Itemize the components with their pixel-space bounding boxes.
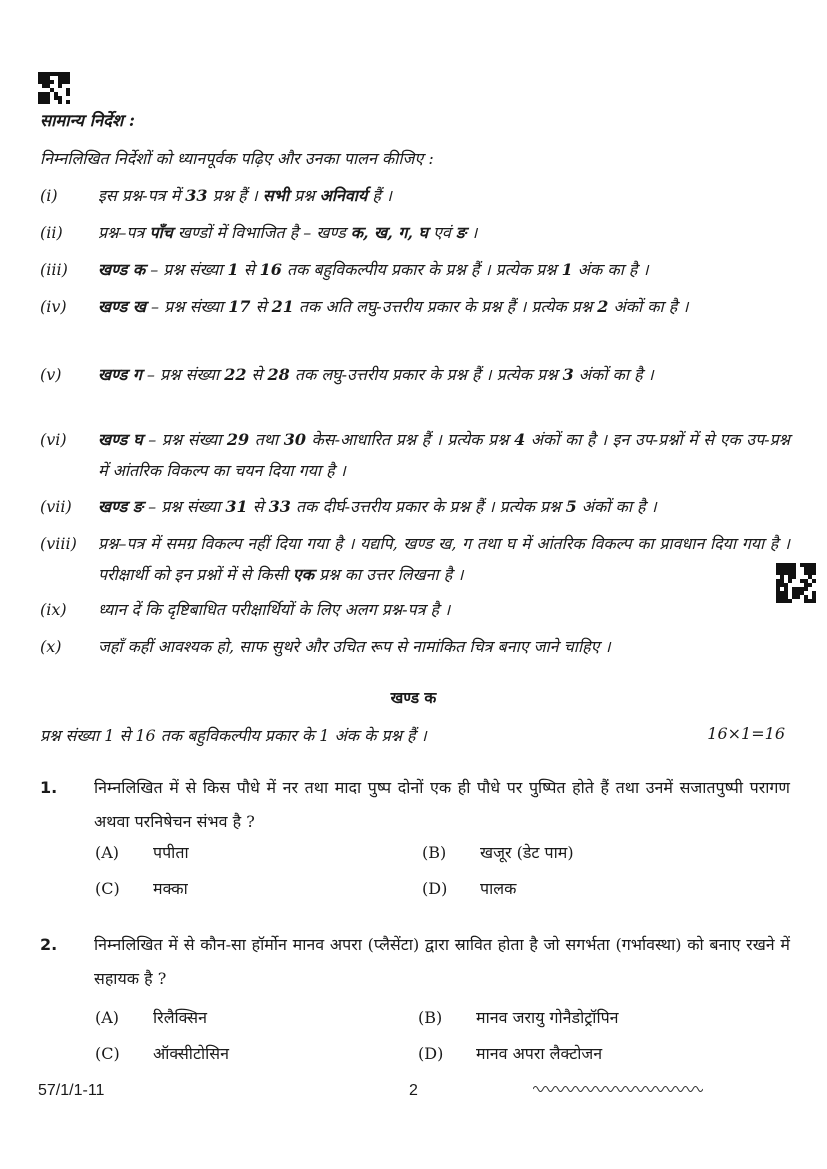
instruction-fragment: – प्रश्न संख्या — [143, 497, 226, 516]
instruction-fragment: अनिवार्य — [319, 186, 368, 205]
instruction-fragment: – प्रश्न संख्या — [145, 260, 228, 279]
instruction-fragment: तक दीर्घ-उत्तरीय प्रकार के प्रश्न हैं । प्रत्येक प्रश्न — [290, 497, 566, 516]
question — [40, 928, 790, 996]
option-text: ऑक्सीटोसिन — [153, 1044, 230, 1063]
instructions-intro: निम्नलिखित निर्देशों को ध्यानपूर्वक पढ़िए और उनका पालन कीजिए : — [40, 149, 434, 168]
instruction-text — [98, 359, 790, 390]
question-text: निम्नलिखित में से कौन-सा हॉर्मोन मानव अपरा (प्लैसेंटा) द्वारा स्रावित होता है जो सगर्भता (गर्भावस्था) को बनाए रखने में सहायक है ? — [94, 935, 790, 988]
answer-option — [422, 841, 574, 863]
section-note: प्रश्न संख्या 1 से 16 तक बहुविकल्पीय प्रकार के 1 अंक के प्रश्न हैं । — [40, 726, 427, 745]
instruction-item — [40, 254, 790, 285]
instruction-number: (vi) — [40, 430, 67, 449]
instruction-fragment: अंक का है । — [572, 260, 649, 279]
instruction-item — [40, 631, 790, 662]
instruction-fragment: प्रश्न — [289, 186, 320, 205]
instruction-item — [40, 359, 790, 390]
instruction-text — [98, 631, 790, 662]
instruction-fragment: अंकों का है । इन उप-प्रश्नों में से एक उप-प्रश्न में आंतरिक विकल्प का चयन दिया गया है । — [98, 430, 790, 480]
instruction-fragment: एक — [292, 565, 315, 584]
instruction-fragment: 5 — [565, 497, 577, 516]
instruction-fragment: तक लघु-उत्तरीय प्रकार के प्रश्न हैं । प्रत्येक प्रश्न — [289, 365, 563, 384]
instruction-number: (vii) — [40, 497, 72, 516]
question — [40, 771, 790, 839]
instruction-fragment: तक अति लघु-उत्तरीय प्रकार के प्रश्न हैं । प्रत्येक प्रश्न — [293, 297, 598, 316]
instruction-text — [98, 180, 790, 211]
option-label: (B) — [422, 843, 447, 862]
question-number: 2. — [40, 935, 58, 954]
instruction-fragment: 33 — [185, 186, 208, 205]
instruction-item — [40, 291, 790, 322]
option-label: (C) — [95, 1044, 120, 1063]
instruction-text — [98, 528, 790, 590]
instruction-text — [98, 217, 790, 248]
instruction-fragment: खण्ड ख — [98, 297, 146, 316]
instruction-fragment: 2 — [597, 297, 609, 316]
instruction-fragment: 21 — [271, 297, 294, 316]
instruction-fragment: तथा — [249, 430, 284, 449]
instruction-item — [40, 180, 790, 211]
instruction-number: (i) — [40, 186, 58, 205]
instruction-fragment: प्रश्न–पत्र — [98, 223, 150, 242]
instruction-item — [40, 491, 790, 522]
qr-code-icon — [38, 72, 70, 104]
option-text: पपीता — [153, 843, 189, 862]
instruction-fragment: – प्रश्न संख्या — [141, 365, 225, 384]
instruction-fragment: प्रश्न–पत्र में समग्र विकल्प नहीं दिया गया है । यद्यपि, खण्ड ख, ग तथा घ में आंतरिक विकल्प का प्रावधान दिया गया है । परीक्षार्थी को इन प्रश्नों में से किसी — [98, 534, 790, 584]
option-text: मानव अपरा लैक्टोजन — [476, 1044, 603, 1063]
instruction-fragment: अंकों का है । — [608, 297, 689, 316]
instruction-fragment: तक बहुविकल्पीय प्रकार के प्रश्न हैं । प्रत्येक प्रश्न — [281, 260, 562, 279]
instruction-number: (ii) — [40, 223, 63, 242]
instruction-fragment: से — [250, 297, 272, 316]
general-instructions-heading: सामान्य निर्देश : — [40, 111, 135, 130]
instruction-fragment: 29 — [226, 430, 250, 449]
instruction-item — [40, 424, 790, 486]
instruction-number: (viii) — [40, 534, 77, 553]
instruction-fragment: इस प्रश्न-पत्र में — [98, 186, 186, 205]
instruction-fragment: जहाँ कहीं आवश्यक हो, साफ सुथरे और उचित रूप से नामांकित चित्र बनाए जाने चाहिए । — [98, 637, 611, 656]
answer-option — [418, 1042, 602, 1064]
paper-code: 57/1/1-11 — [38, 1082, 105, 1099]
instruction-fragment: अंकों का है । — [573, 365, 654, 384]
option-label: (B) — [418, 1008, 443, 1027]
answer-option — [95, 1042, 229, 1064]
instruction-fragment: 4 — [514, 430, 526, 449]
option-label: (D) — [418, 1044, 444, 1063]
instruction-fragment: प्रश्न का उत्तर लिखना है । — [314, 565, 464, 584]
instruction-fragment: अंकों का है । — [576, 497, 657, 516]
instruction-fragment: क, ख, ग, घ — [350, 223, 428, 242]
option-text: खजूर (डेट पाम) — [480, 843, 574, 862]
instruction-fragment: से — [246, 365, 268, 384]
instruction-fragment: खण्ड क — [98, 260, 146, 279]
option-text: मक्का — [153, 879, 188, 898]
option-label: (A) — [95, 843, 120, 862]
instruction-text — [98, 254, 790, 285]
instruction-fragment: 33 — [268, 497, 291, 516]
instruction-number: (iii) — [40, 260, 68, 279]
wave-line-icon — [533, 1082, 703, 1096]
instruction-fragment: से — [238, 260, 260, 279]
instruction-fragment: ध्यान दें कि दृष्टिबाधित परीक्षार्थियों के लिए अलग प्रश्न-पत्र है । — [98, 600, 451, 619]
instruction-fragment: पाँच — [149, 223, 173, 242]
section-marks: 16×1=16 — [707, 724, 785, 743]
option-label: (C) — [95, 879, 120, 898]
instruction-number: (ix) — [40, 600, 67, 619]
answer-option — [418, 1006, 619, 1028]
instruction-fragment: खण्ड ग — [98, 365, 142, 384]
instruction-fragment: 22 — [224, 365, 247, 384]
instruction-fragment: – प्रश्न संख्या — [145, 297, 229, 316]
instruction-number: (iv) — [40, 297, 67, 316]
instruction-text — [98, 291, 790, 322]
answer-option — [95, 841, 189, 863]
instruction-fragment: । — [466, 223, 478, 242]
instruction-fragment: प्रश्न हैं । — [207, 186, 263, 205]
instruction-fragment: 31 — [225, 497, 248, 516]
instruction-fragment: 16 — [259, 260, 282, 279]
instruction-fragment: – प्रश्न संख्या — [142, 430, 227, 449]
page-number: 2 — [409, 1082, 418, 1099]
qr-code-icon — [776, 563, 816, 603]
answer-option — [422, 877, 516, 899]
instruction-fragment: 1 — [561, 260, 573, 279]
instruction-fragment: हैं । — [367, 186, 392, 205]
instruction-item — [40, 594, 790, 625]
question-number: 1. — [40, 778, 58, 797]
instruction-fragment: एवं — [427, 223, 456, 242]
option-text: मानव जरायु गोनैडोट्रॉपिन — [476, 1008, 619, 1027]
instruction-fragment: सभी — [262, 186, 290, 205]
answer-option — [95, 1006, 207, 1028]
instruction-fragment: से — [247, 497, 269, 516]
instruction-text — [98, 491, 790, 522]
instruction-fragment: 28 — [267, 365, 290, 384]
option-label: (D) — [422, 879, 448, 898]
section-title: खण्ड क — [390, 688, 437, 707]
instruction-item — [40, 528, 790, 590]
instruction-number: (x) — [40, 637, 62, 656]
option-text: पालक — [480, 879, 517, 898]
instruction-item — [40, 217, 790, 248]
instruction-fragment: 3 — [562, 365, 574, 384]
answer-option — [95, 877, 188, 899]
option-text: रिलैक्सिन — [153, 1008, 208, 1027]
instruction-fragment: 17 — [228, 297, 251, 316]
option-label: (A) — [95, 1008, 120, 1027]
instruction-fragment: खण्ड घ — [98, 430, 143, 449]
instruction-fragment: खण्ड ङ — [98, 497, 144, 516]
instruction-text — [98, 594, 790, 625]
question-text: निम्नलिखित में से किस पौधे में नर तथा मादा पुष्प दोनों एक ही पौधे पर पुष्पित होते हैं तथा उनमें सजातपुष्पी परागण अथवा परनिषेचन संभव है ? — [94, 778, 790, 831]
instruction-text — [98, 424, 790, 486]
instruction-fragment: 30 — [283, 430, 306, 449]
instruction-number: (v) — [40, 365, 62, 384]
instruction-fragment: ङ — [455, 223, 467, 242]
instruction-fragment: केस-आधारित प्रश्न हैं । प्रत्येक प्रश्न — [305, 430, 515, 449]
instruction-fragment: खण्डों में विभाजित है – खण्ड — [172, 223, 351, 242]
instruction-fragment: 1 — [227, 260, 239, 279]
